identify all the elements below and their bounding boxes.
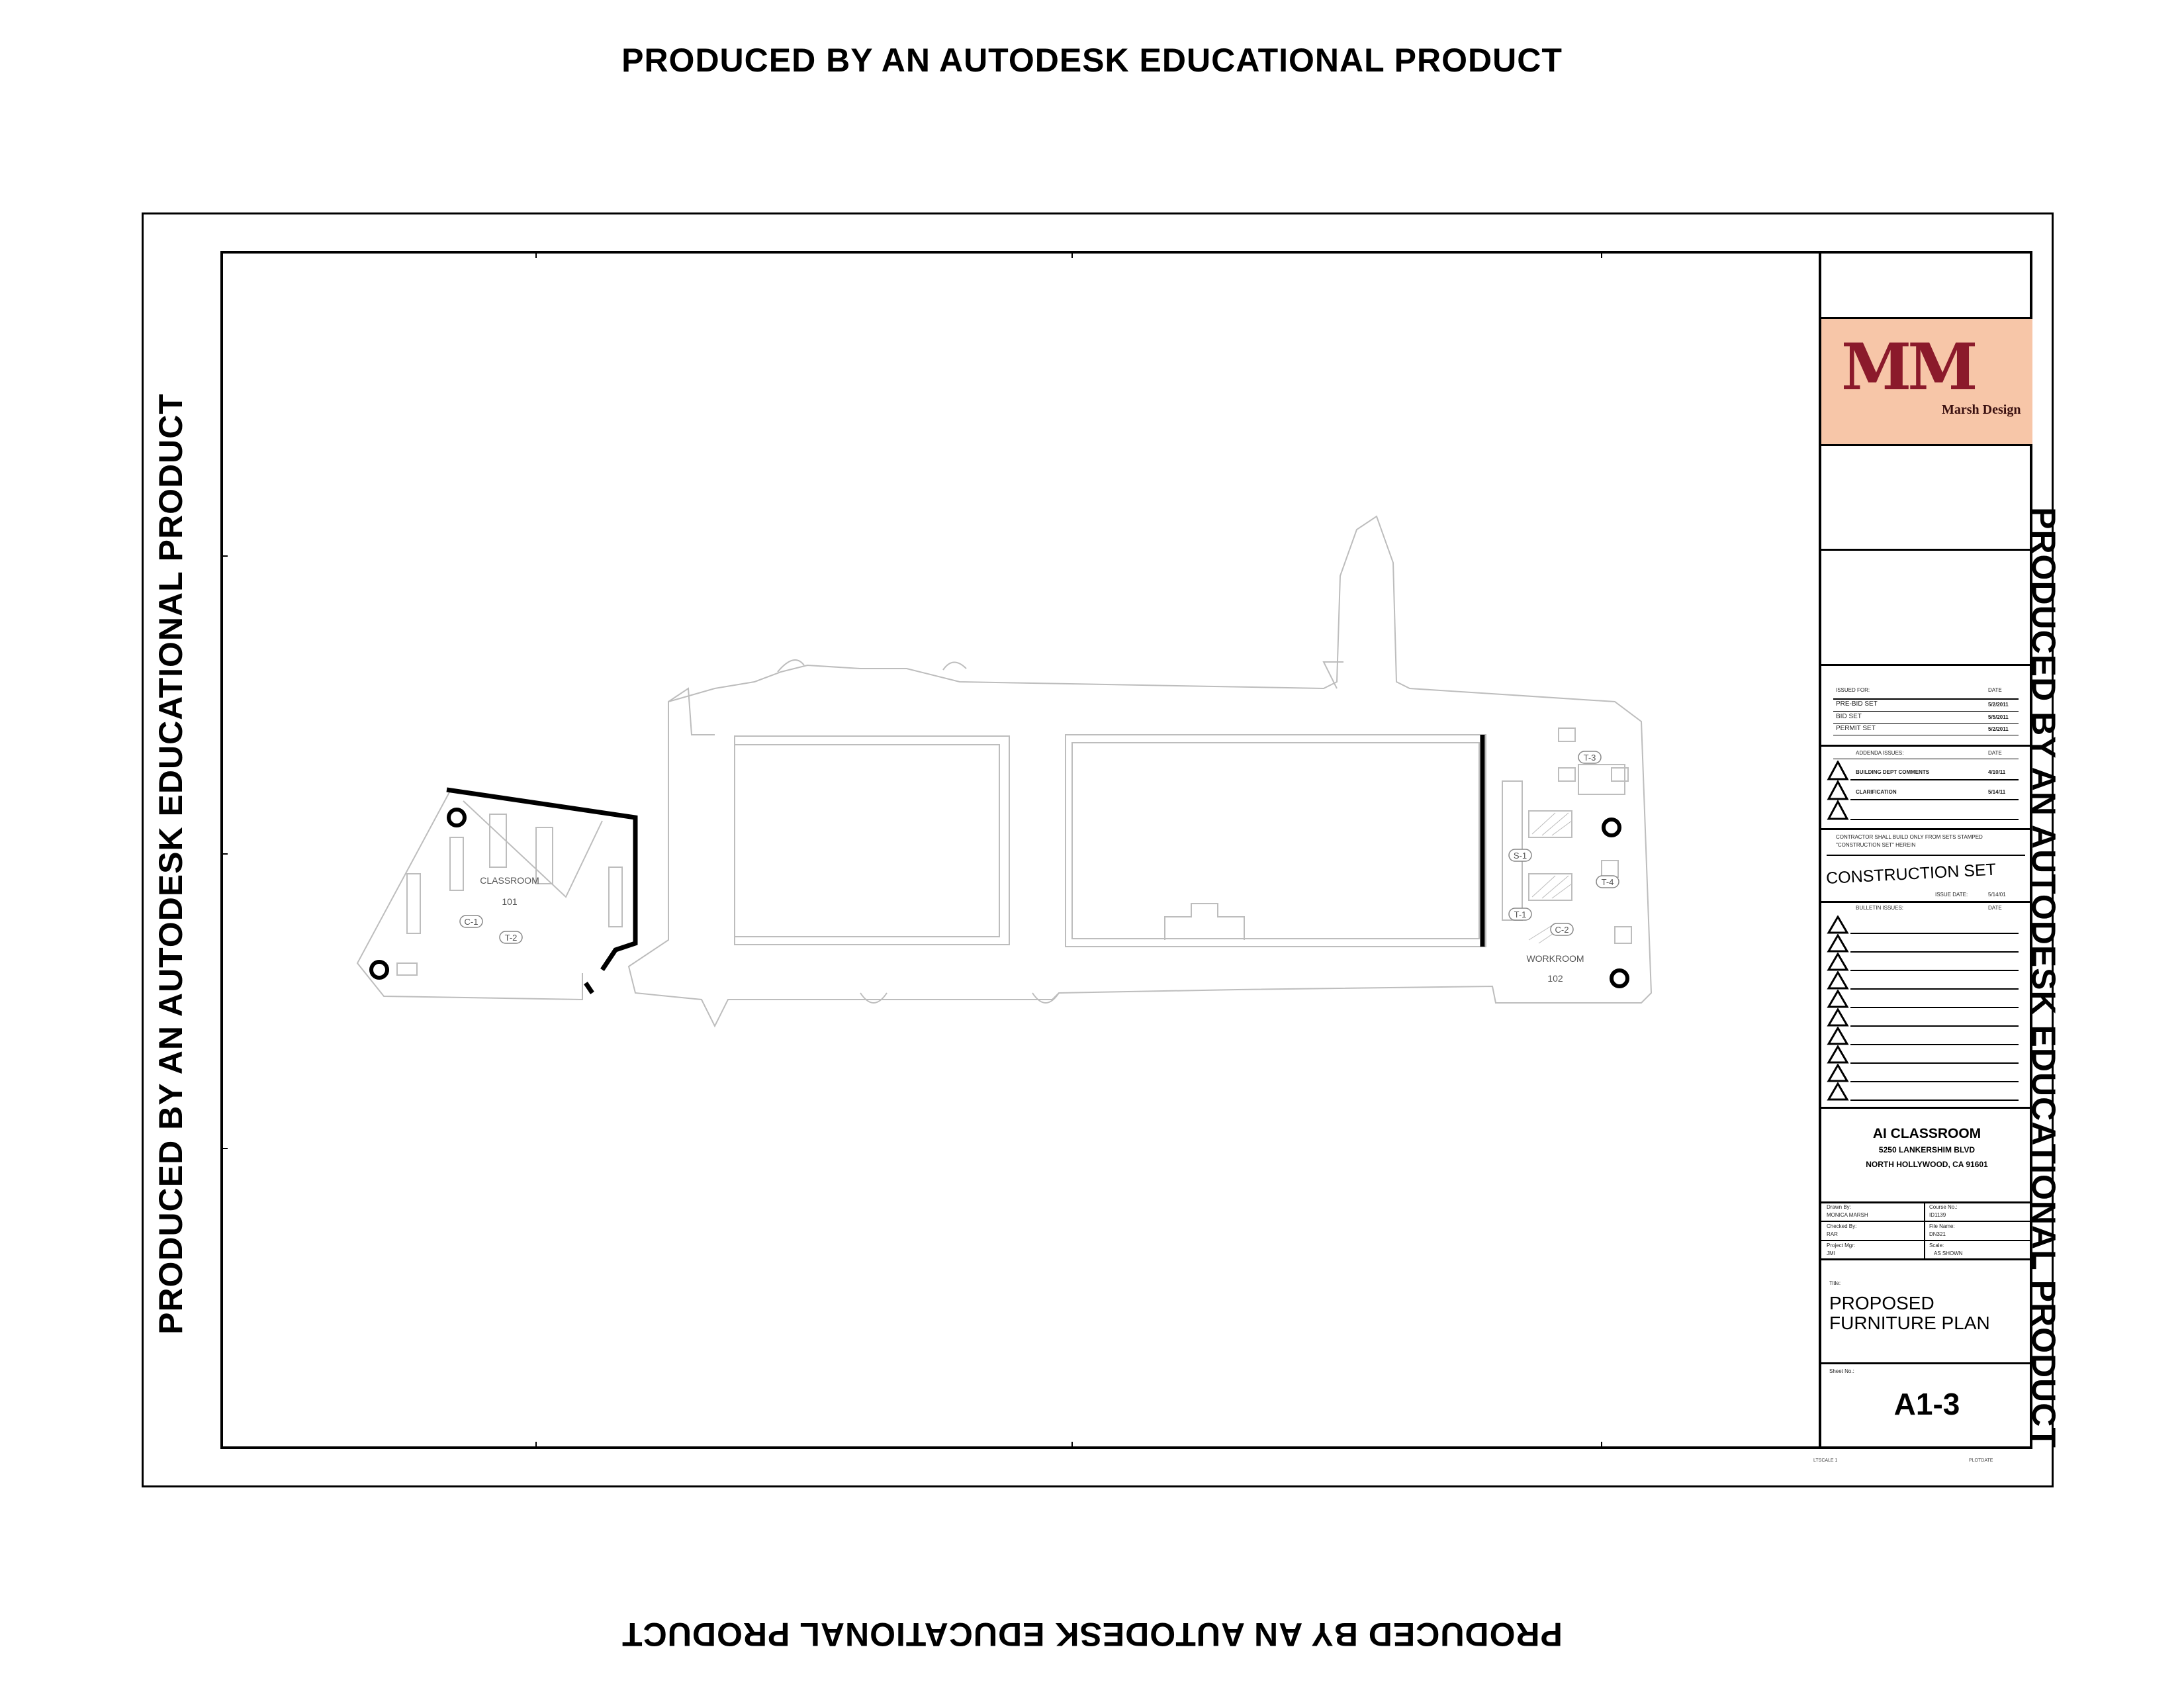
watermark-right: PRODUCED BY AN AUTODESK EDUCATIONAL PRODUCT (2025, 507, 2062, 1448)
contractor-note: CONTRACTOR SHALL BUILD ONLY FROM SETS STAMPED "CONSTRUCTION SET" HEREIN (1836, 834, 1983, 848)
room-number-workroom: 102 (1547, 973, 1563, 984)
drawing-title-line-1: PROPOSED (1829, 1293, 1934, 1313)
tag-t1: T-1 (1514, 910, 1527, 919)
bulletin-date-label: DATE (1988, 905, 2002, 911)
classroom-wing (357, 791, 622, 1000)
bulletin-triangle-icon (1827, 1045, 1849, 1064)
tag-c1: C-1 (464, 917, 478, 927)
file-name-label: File Name: (1929, 1223, 1955, 1229)
title-label: Title: (1829, 1280, 1841, 1286)
company-logo (1821, 317, 2032, 446)
thick-walls (447, 735, 1482, 993)
issued-item-label: PRE-BID SET (1836, 700, 1878, 708)
issued-item-date: 5/2/2011 (1988, 726, 2009, 732)
bulletin-row-line (1850, 933, 2019, 934)
bulletin-row-line (1850, 1100, 2019, 1101)
course-no: ID1139 (1929, 1212, 1946, 1218)
project-name: AI CLASSROOM (1872, 1126, 1981, 1141)
project-mgr-label: Project Mgr: (1827, 1243, 1856, 1248)
bulletin-triangle-icon (1827, 971, 1849, 990)
tag-t2: T-2 (504, 933, 518, 943)
room-number-classroom: 101 (502, 896, 518, 907)
sheet-no-label: Sheet No.: (1829, 1368, 1854, 1374)
drawing-title-line-2: FURNITURE PLAN (1829, 1313, 1990, 1333)
checked-by-label: Checked By: (1827, 1223, 1857, 1229)
construction-set-stamp: CONSTRUCTION SET (1825, 860, 1997, 888)
drawn-by: MONICA MARSH (1827, 1212, 1868, 1218)
checked-by: RAR (1827, 1231, 1838, 1237)
issue-date-label: ISSUE DATE: (1935, 892, 1968, 898)
logo-company: Marsh Design (1942, 402, 2021, 417)
sheet-number: A1-3 (1893, 1387, 1960, 1421)
bulletin-triangle-icon (1827, 934, 1849, 953)
bulletin-row-line (1850, 1025, 2019, 1027)
bulletin-row-line (1850, 1007, 2019, 1008)
watermark-bottom: PRODUCED BY AN AUTODESK EDUCATIONAL PRODUCT (621, 1616, 1563, 1653)
tag-t3: T-3 (1583, 753, 1596, 763)
room-name-workroom: WORKROOM (1526, 953, 1584, 964)
tag-s1: S-1 (1513, 851, 1527, 861)
addenda-item-date: 5/14/11 (1988, 789, 2006, 795)
tag-c2: C-2 (1555, 925, 1569, 935)
issued-item-label: BID SET (1836, 713, 1862, 720)
course-no-label: Course No.: (1929, 1204, 1958, 1210)
issued-item-date: 5/5/2011 (1988, 714, 2009, 720)
building-outline (629, 516, 1651, 1026)
bulletin-triangle-icon (1827, 1008, 1849, 1027)
scale-label: Scale: (1929, 1243, 1944, 1248)
frame-ticks (220, 251, 1602, 1449)
bulletin-row-line (1850, 1081, 2019, 1082)
addenda-label: ADDENDA ISSUES: (1856, 750, 1904, 756)
bulletin-row-line (1850, 1062, 2019, 1064)
file-name: DN321 (1929, 1231, 1946, 1237)
addenda-date-label: DATE (1988, 750, 2002, 756)
footer-ltscale: LTSCALE 1 (1813, 1458, 1838, 1463)
room-name-classroom: CLASSROOM (480, 875, 539, 886)
bulletin-row-line (1850, 951, 2019, 953)
issued-for-date-label: DATE (1988, 687, 2002, 693)
addenda-item-label: BUILDING DEPT COMMENTS (1856, 769, 1930, 775)
drawn-by-label: Drawn By: (1827, 1204, 1851, 1210)
watermark-top: PRODUCED BY AN AUTODESK EDUCATIONAL PRODUCT (621, 42, 1563, 79)
issued-for-label: ISSUED FOR: (1836, 687, 1870, 693)
title-block (1819, 251, 2032, 1449)
project-address-2: NORTH HOLLYWOOD, CA 91601 (1866, 1160, 1988, 1169)
issued-item-date: 5/2/2011 (1988, 702, 2009, 708)
addenda-item-label: CLARIFICATION (1856, 789, 1897, 795)
bulletin-triangle-icon (1827, 915, 1849, 934)
bulletin-row-line (1850, 970, 2019, 971)
footer-plotdate: PLOTDATE (1969, 1458, 1993, 1463)
bulletin-triangle-icon (1827, 1064, 1849, 1082)
scale: AS SHOWN (1934, 1250, 1963, 1256)
tag-t4: T-4 (1601, 877, 1614, 887)
project-address-1: 5250 LANKERSHIM BLVD (1878, 1145, 1976, 1154)
bulletin-row-line (1850, 1044, 2019, 1045)
addenda-triangles-icon (1827, 761, 1849, 821)
bulletin-row-line (1850, 988, 2019, 990)
issued-item-label: PERMIT SET (1836, 725, 1876, 732)
bulletin-label: BULLETIN ISSUES: (1856, 905, 1904, 911)
bulletin-triangle-icon (1827, 1027, 1849, 1045)
logo-initials: MM (1841, 330, 1974, 404)
issue-date: 5/14/01 (1988, 892, 2006, 898)
watermark-left: PRODUCED BY AN AUTODESK EDUCATIONAL PRODUCT (152, 393, 189, 1335)
bulletin-triangle-icon (1827, 990, 1849, 1008)
bulletin-triangle-icon (1827, 953, 1849, 971)
project-mgr: JMI (1827, 1250, 1835, 1256)
addenda-item-date: 4/10/11 (1988, 769, 2006, 775)
bulletin-triangle-icon (1827, 1082, 1849, 1101)
